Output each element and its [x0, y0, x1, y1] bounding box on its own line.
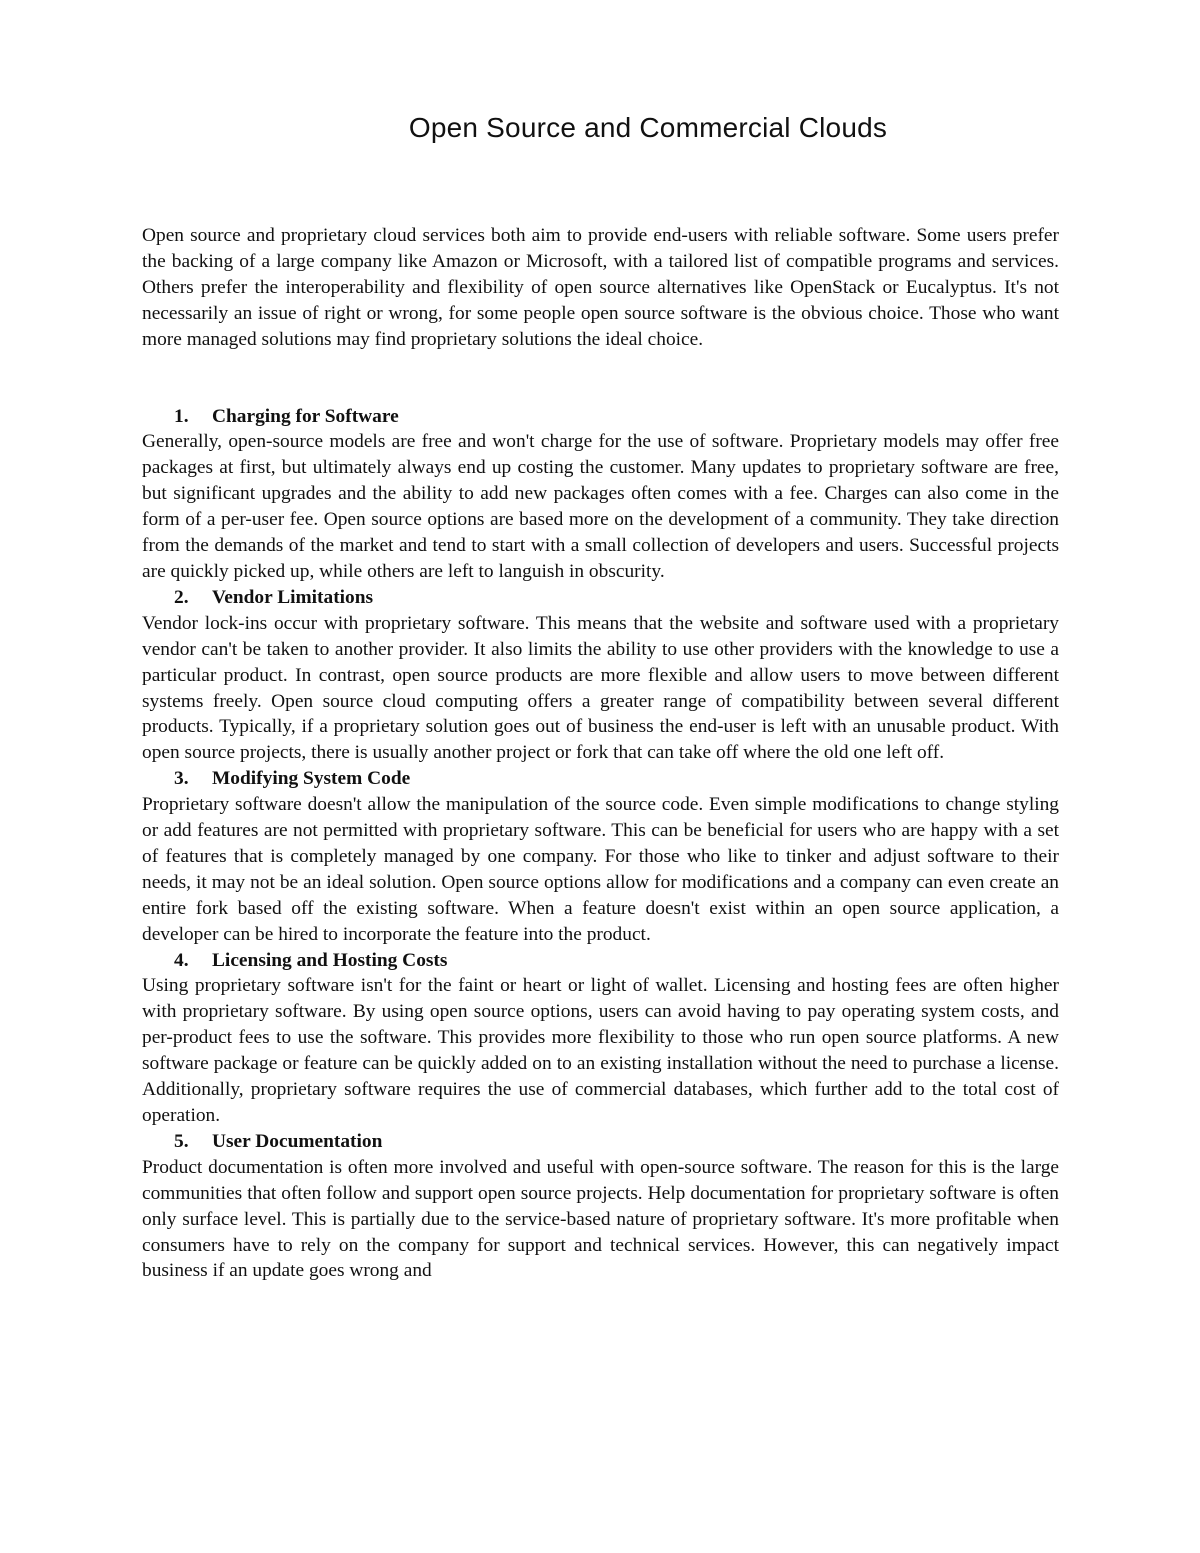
section-3	[142, 766, 1059, 947]
section-5	[142, 1129, 1059, 1284]
section-paragraph: Vendor lock-ins occur with proprietary software. This means that the website and software used with a proprietary vendor can't be taken to another provider. It also limits the ability to use other providers with the knowledge to use a particular product. In contrast, open source products are more flexible and allow users to move between different systems freely. Open source cloud computing offers a greater range of compatibility between several different products. Typically, if a proprietary solution goes out of business the end-user is left with an unusable product. With open source projects, there is usually another project or fork that can take off where the old one left off.	[142, 612, 1059, 764]
section-paragraph: Using proprietary software isn't for the faint or heart or light of wallet. Licensing and hosting fees are often higher with proprietary software. By using open source options, users can avoid having to pay operating system costs, and per-product fees to use the software. This provides more flexibility to those who run open source platforms. A new software package or feature can be quickly added on to an existing installation without the need to purchase a license. Additionally, proprietary software requires the use of commercial databases, which further add to the total cost of operation.	[142, 975, 1059, 1126]
section-heading	[142, 585, 1059, 611]
section-heading	[142, 404, 1059, 430]
section-title: User Documentation	[212, 1130, 383, 1152]
section-paragraph: Proprietary software doesn't allow the manipulation of the source code. Even simple modifications to change styling or add features are not permitted with proprietary software. This can be beneficial for users who are happy with a set of features that is completely managed by one company. For those who like to tinker and adjust software to their needs, it may not be an ideal solution. Open source options allow for modifications and a company can even create an entire fork based off the existing software. When a feature doesn't exist within an open source application, a developer can be hired to incorporate the feature into the product.	[142, 794, 1059, 945]
document-title: Open Source and Commercial Clouds	[408, 112, 888, 143]
document-body	[142, 223, 1059, 1284]
section-4	[142, 948, 1059, 1129]
section-heading	[142, 766, 1059, 792]
section-paragraph: Product documentation is often more involved and useful with open-source software. The reason for this is the large communities that often follow and support open source projects. Help documentation for proprietary software is often only surface level. This is partially due to the service-based nature of proprietary software. It's more profitable when consumers have to rely on the company for support and technical services. However, this can negatively impact business if an update goes wrong and	[142, 1156, 1059, 1282]
section-heading	[142, 1129, 1059, 1155]
section-1	[142, 404, 1059, 585]
section-number: 2.	[174, 586, 189, 608]
intro-paragraph: Open source and proprietary cloud services both aim to provide end-users with reliable software. Some users prefer the backing of a large company like Amazon or Microsoft, with a tailored list of compatible programs and services. Others prefer the interoperability and flexibility of open source alternatives like OpenStack or Eucalyptus. It's not necessarily an issue of right or wrong, for some people open source software is the obvious choice. Those who want more managed solutions may find proprietary solutions the ideal choice.	[142, 225, 1059, 350]
section-number: 4.	[174, 949, 189, 971]
section-number: 5.	[174, 1130, 189, 1152]
section-title: Vendor Limitations	[212, 586, 374, 608]
section-number: 1.	[174, 405, 189, 427]
section-paragraph: Generally, open-source models are free and won't charge for the use of software. Proprietary models may offer free packages at first, but ultimately always end up costing the customer. Many updates to proprietary software are free, but significant upgrades and the ability to add new packages often comes with a fee. Charges can also come in the form of a per-user fee. Open source options are based more on the development of a community. They take direction from the demands of the market and tend to start with a small collection of developers and users. Successful projects are quickly picked up, while others are left to languish in obscurity.	[142, 431, 1059, 582]
section-title: Modifying System Code	[212, 768, 411, 790]
section-heading	[142, 948, 1059, 974]
section-title: Licensing and Hosting Costs	[212, 949, 448, 971]
section-title: Charging for Software	[212, 405, 399, 427]
section-2	[142, 585, 1059, 766]
section-number: 3.	[174, 768, 189, 790]
